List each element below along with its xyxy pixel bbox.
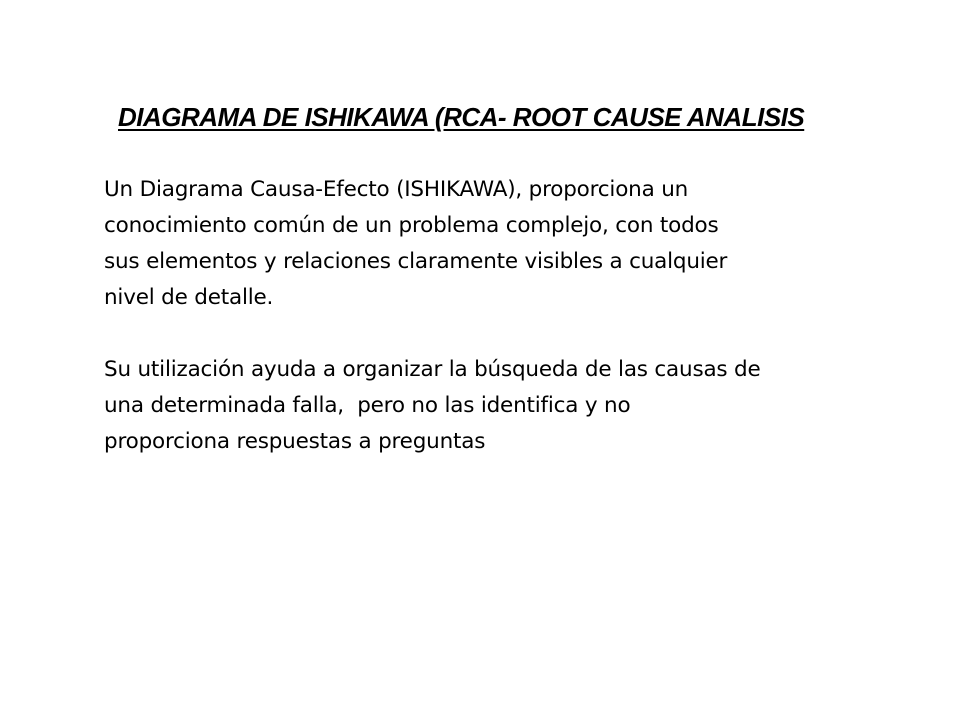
paragraph-spacer [104,316,904,352]
paragraph-2 [104,352,904,460]
slide-title: DIAGRAMA DE ISHIKAWA (RCA- ROOT CAUSE ANALISIS [118,102,805,132]
paragraph-1 [104,172,904,316]
paragraph-1-line: nivel de detalle. [104,285,274,310]
paragraph-2-line: proporciona respuestas a preguntas [104,429,486,454]
paragraph-2-line: Su utilización ayuda a organizar la búsqueda de las causas de [104,357,761,382]
paragraph-2-line: una determinada falla, pero no las identifica y no [104,393,631,418]
paragraph-1-line: conocimiento común de un problema complejo, con todos [104,213,719,238]
slide-body [104,172,904,460]
paragraph-1-line: sus elementos y relaciones claramente visibles a cualquier [104,249,728,274]
paragraph-1-line: Un Diagrama Causa-Efecto (ISHIKAWA), proporciona un [104,177,689,202]
